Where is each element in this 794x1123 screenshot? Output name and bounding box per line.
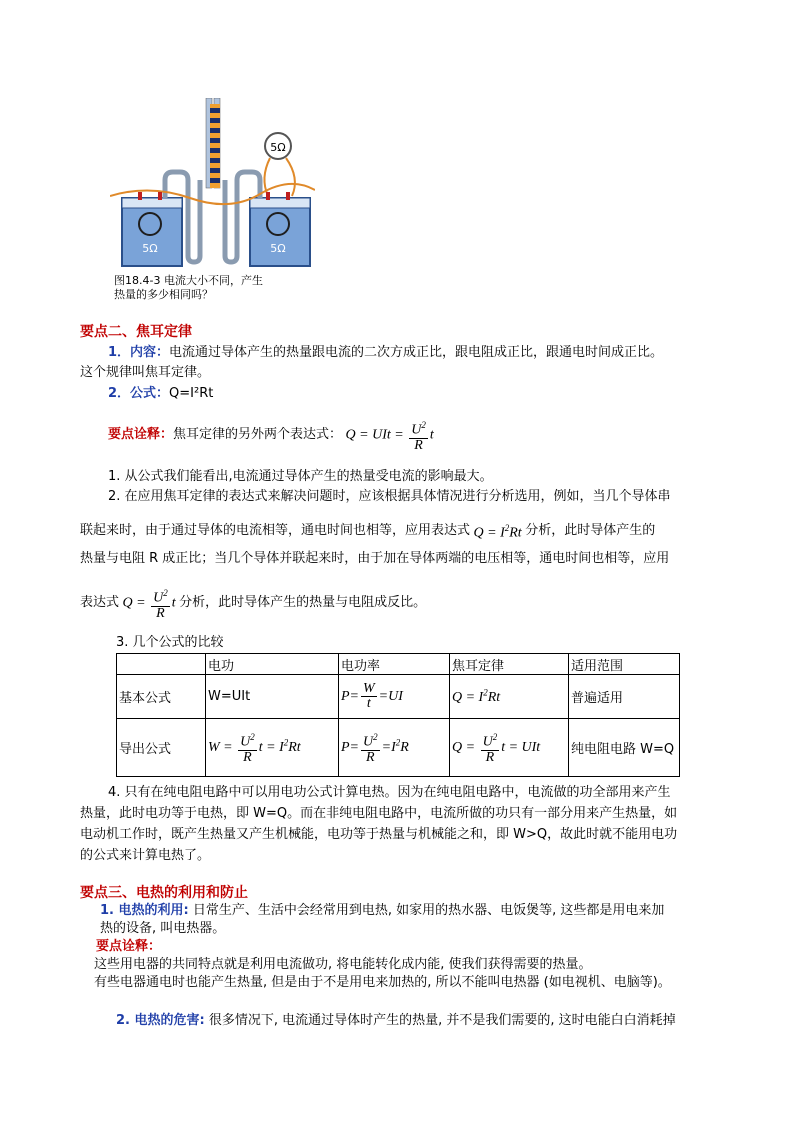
table-cell-power: P= $\frac{W}{t}$ =UI xyxy=(339,675,450,719)
content-line xyxy=(108,342,663,364)
paragraph-2d-text: 表达式 xyxy=(80,595,120,611)
heat-harm-text: 很多情况下, 电流通过导体时产生的热量, 并不是我们需要的, 这时电能白白消耗掉 xyxy=(204,1013,676,1028)
table-header-row xyxy=(117,654,680,675)
table-header-cell xyxy=(117,654,206,675)
note-line xyxy=(108,418,434,453)
table-cell-work: W=UIt xyxy=(206,675,339,719)
formula-label: 2．公式： xyxy=(108,386,170,401)
resistor-left-label: 5Ω xyxy=(142,242,158,255)
resistor-right-label: 5Ω xyxy=(270,242,286,255)
table-row-label: 基本公式 xyxy=(117,675,206,719)
paragraph-4a: 4. 只有在纯电阻电路中可以用电功公式计算电热。因为在纯电阻电路中，电流做的功全部用来产生 xyxy=(108,785,671,800)
figure-caption-line2: 热量的多少相同吗？ xyxy=(114,288,213,301)
paragraph-4b: 热量，此时电功等于电热，即 W=Q。而在非纯电阻电路中，电流所做的功只有一部分用来产生热量，如 xyxy=(80,806,678,821)
paragraph-2a: 2. 在应用焦耳定律的表达式来解决问题时，应该根据具体情况进行分析选用，例如，当几个导体串 xyxy=(108,489,671,504)
paragraph-2d-tail: 分析，此时导体产生的热量与电阻成反比。 xyxy=(179,595,427,611)
note-label: 要点诠释： xyxy=(108,427,174,443)
paragraph-2b-text: 联起来时，由于通过导体的电流相等，通电时间也相等，应用表达式 xyxy=(80,522,471,538)
formula-comparison-table xyxy=(116,653,680,777)
table-cell-joule: $Q = I^2Rt$ xyxy=(450,675,569,719)
joule-alt-formula: Q = UIt = $\frac{U^2}{R}$ t xyxy=(342,420,434,453)
content-text: 电流通过导体产生的热量跟电流的二次方成正比，跟电阻成正比，跟通电时间成正比。 xyxy=(169,345,664,360)
table-row-label: 导出公式 xyxy=(117,719,206,777)
paragraph-1: 1. 从公式我们能看出,电流通过导体产生的热量受电流的影响最大。 xyxy=(108,469,493,484)
table-header-cell: 适用范围 xyxy=(569,654,680,675)
paragraph-4c: 电动机工作时，既产生热量又产生机械能，电功等于热量与机械能之和，即 W>Q，故此时就不能用电功 xyxy=(80,827,678,842)
paragraph-2d xyxy=(80,586,426,621)
table-cell-scope: 普遍适用 xyxy=(569,675,680,719)
table-row xyxy=(117,719,680,777)
section3-heading: 要点三、电热的利用和防止 xyxy=(80,885,248,901)
section3-note-2: 有些电器通电时也能产生热量, 但是由于不是用电来加热的, 所以不能叫电热器 (如电视机、电脑等)。 xyxy=(94,975,671,990)
resistor-top-label: 5Ω xyxy=(270,141,286,154)
series-formula: $Q = I^2Rt$ xyxy=(470,523,526,541)
table-cell-power-derived: P= $\frac{U^2}{R}$ $=I^2R$ xyxy=(339,719,450,777)
heat-harm-label: 2. 电热的危害: xyxy=(116,1013,205,1028)
figure-caption-line1: 图18.4-3 电流大小不同，产生 xyxy=(114,274,263,287)
paragraph-2b-tail: 分析，此时导体产生的 xyxy=(525,522,656,538)
table-row xyxy=(117,675,680,719)
content-label: 1．内容： xyxy=(108,345,170,360)
section3-note-label: 要点诠释： xyxy=(96,939,162,954)
formula-text: Q=I²Rt xyxy=(169,386,214,401)
parallel-formula: Q = $\frac{U^2}{R}$ t xyxy=(119,588,180,621)
experiment-figure xyxy=(110,98,315,303)
paragraph-3: 3. 几个公式的比较 xyxy=(116,635,224,650)
table-cell-scope-derived: 纯电阻电路 W=Q xyxy=(569,719,680,777)
joule-experiment-illustration xyxy=(110,98,315,303)
formula-line xyxy=(108,383,213,405)
table-header-cell: 电功 xyxy=(206,654,339,675)
note-text: 焦耳定律的另外两个表达式： xyxy=(173,427,343,443)
paragraph-2b xyxy=(80,517,655,545)
heat-use-text: 日常生产、生活中会经常用到电热, 如家用的热水器、电饭煲等, 这些都是用电来加 xyxy=(188,903,665,918)
table-header-cell: 焦耳定律 xyxy=(450,654,569,675)
section3-note-1: 这些用电器的共同特点就是利用电流做功, 将电能转化成内能, 使我们获得需要的热量。 xyxy=(94,957,592,972)
paragraph-4d: 的公式来计算电热了。 xyxy=(80,848,211,863)
table-cell-joule-derived: Q = $\frac{U^2}{R}$ t = UIt xyxy=(450,719,569,777)
heat-harm-line xyxy=(116,1010,676,1032)
paragraph-2c: 热量与电阻 R 成正比；当几个导体并联起来时，由于加在导体两端的电压相等，通电时间也相等，应用 xyxy=(80,551,670,566)
table-cell-work-derived: W = $\frac{U^2}{R}$ $t = I^2Rt$ xyxy=(206,719,339,777)
content-text-2: 这个规律叫焦耳定律。 xyxy=(80,365,211,380)
table-header-cell: 电功率 xyxy=(339,654,450,675)
section2-heading: 要点二、焦耳定律 xyxy=(80,324,192,340)
heat-use-text-2: 热的设备, 叫电热器。 xyxy=(100,921,226,936)
heat-use-label: 1. 电热的利用: xyxy=(100,903,189,918)
